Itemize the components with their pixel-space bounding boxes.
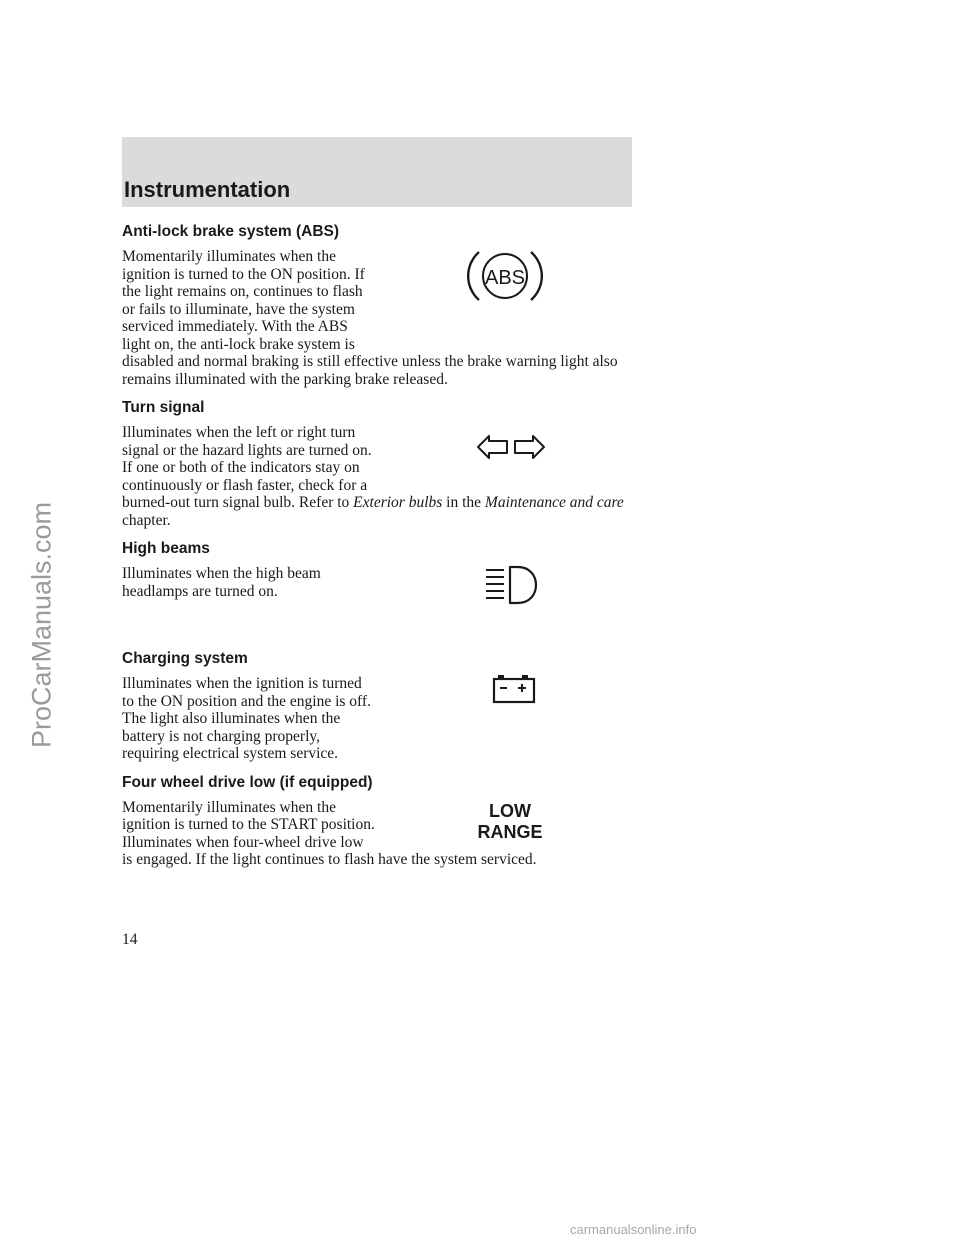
footer-watermark: carmanualsonline.info <box>570 1222 697 1237</box>
low-range-label-line1: LOW <box>489 800 531 821</box>
section-text-abs: Momentarily illuminates when the ignition is turned to the ON position. If the light remains on, continues to flash or fails to illuminate, have the system serviced immediately. With the ABS light on, the anti-lock brake system is disabled and normal braking is still effective unless the brake warning light also remains illuminated with the parking brake released. <box>122 248 618 388</box>
low-range-label-line2: RANGE <box>477 821 543 842</box>
section-abs <box>122 222 632 388</box>
section-high-beams <box>122 539 632 639</box>
chapter-title: Instrumentation <box>124 177 291 202</box>
turn-signal-arrows-icon <box>476 432 546 466</box>
section-text-charging-system: Illuminates when the ignition is turned to the ON position and the engine is off. The light also illuminates when the battery is not charging properly, requiring electrical system service. <box>122 675 371 762</box>
section-title-abs: Anti-lock brake system (ABS) <box>122 223 340 240</box>
high-beam-headlamp-icon <box>484 564 544 608</box>
section-turn-signal <box>122 398 632 529</box>
section-text-four-wheel-drive-low: Momentarily illuminates when the ignition is turned to the START position. Illuminates when four-wheel drive low is engaged. If the light continues to flash have the system serviced. <box>122 798 537 868</box>
section-title-turn-signal: Turn signal <box>122 399 205 416</box>
section-charging-system <box>122 649 632 763</box>
chapter-header-band <box>122 137 632 207</box>
section-four-wheel-drive-low <box>122 773 632 869</box>
reference-maintenance-and-care: Maintenance and care <box>484 494 624 511</box>
section-text-turn-signal: Illuminates when the left or right turn signal or the hazard lights are turned on. If one or both of the indicators stay on continuously or flash faster, check for a burned-out turn signal bulb. Refer to Exterior bulbs in the Maintenance and care chapter. <box>122 424 624 529</box>
side-watermark <box>2 501 82 749</box>
section-title-charging-system: Charging system <box>122 650 248 667</box>
page-content <box>122 222 632 879</box>
reference-exterior-bulbs: Exterior bulbs <box>353 494 443 511</box>
abs-warning-icon <box>465 244 545 308</box>
four-wheel-drive-low-icon <box>470 801 550 843</box>
section-text-high-beams: Illuminates when the high beam headlamps are turned on. <box>122 565 321 600</box>
section-title-high-beams: High beams <box>122 540 210 557</box>
abs-icon-label: ABS <box>484 267 526 289</box>
battery-charging-icon <box>492 673 536 705</box>
page-number: 14 <box>122 931 138 948</box>
side-watermark-text: ProCarManuals.com <box>26 501 57 749</box>
section-title-four-wheel-drive-low: Four wheel drive low (if equipped) <box>122 773 373 791</box>
